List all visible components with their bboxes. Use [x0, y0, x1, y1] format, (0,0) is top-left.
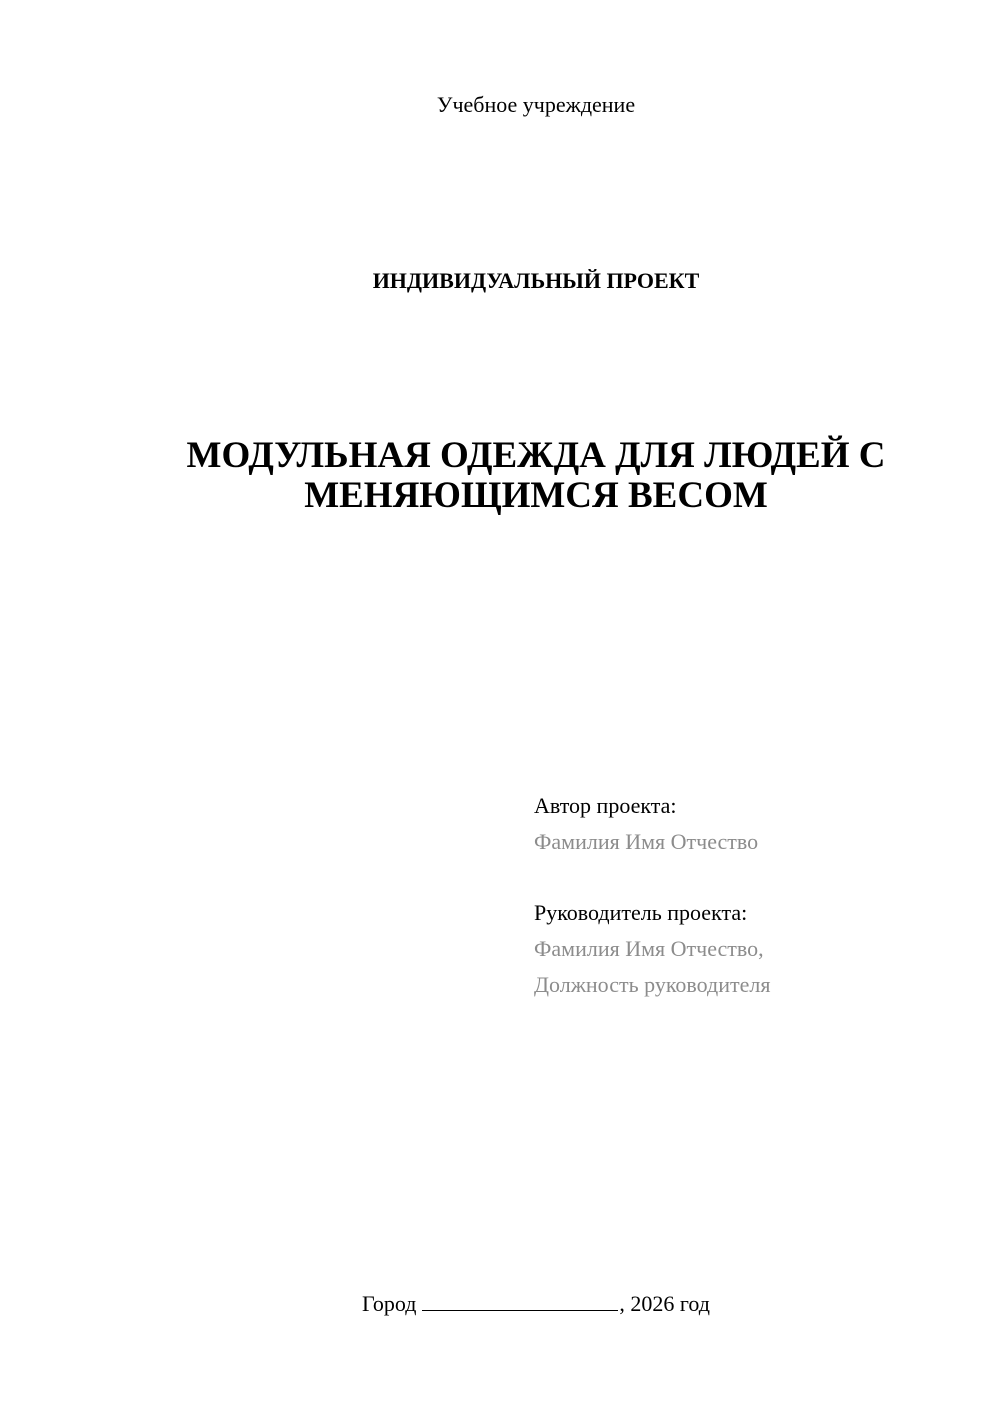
- city-label: Город: [362, 1291, 417, 1316]
- project-title-line-2: МЕНЯЮЩИМСЯ ВЕСОМ: [304, 475, 768, 516]
- city-year-line: [0, 1290, 1000, 1318]
- institution-name: Учебное учреждение: [436, 92, 636, 117]
- author-name: Фамилия Имя Отчество: [534, 829, 759, 854]
- supervisor-position: Должность руководителя: [534, 972, 771, 997]
- author-label: Автор проекта:: [534, 793, 677, 818]
- city-blank-line: [422, 1290, 618, 1311]
- year-text: , 2026 год: [619, 1291, 710, 1316]
- project-title: [150, 436, 922, 516]
- project-info-block: [534, 788, 974, 1003]
- project-title-line-1: МОДУЛЬНАЯ ОДЕЖДА ДЛЯ ЛЮДЕЙ С: [186, 435, 886, 476]
- supervisor-label: Руководитель проекта:: [534, 900, 748, 925]
- document-type: ИНДИВИДУАЛЬНЫЙ ПРОЕКТ: [372, 268, 700, 293]
- supervisor-name: Фамилия Имя Отчество,: [534, 936, 764, 961]
- spacer: [534, 860, 974, 895]
